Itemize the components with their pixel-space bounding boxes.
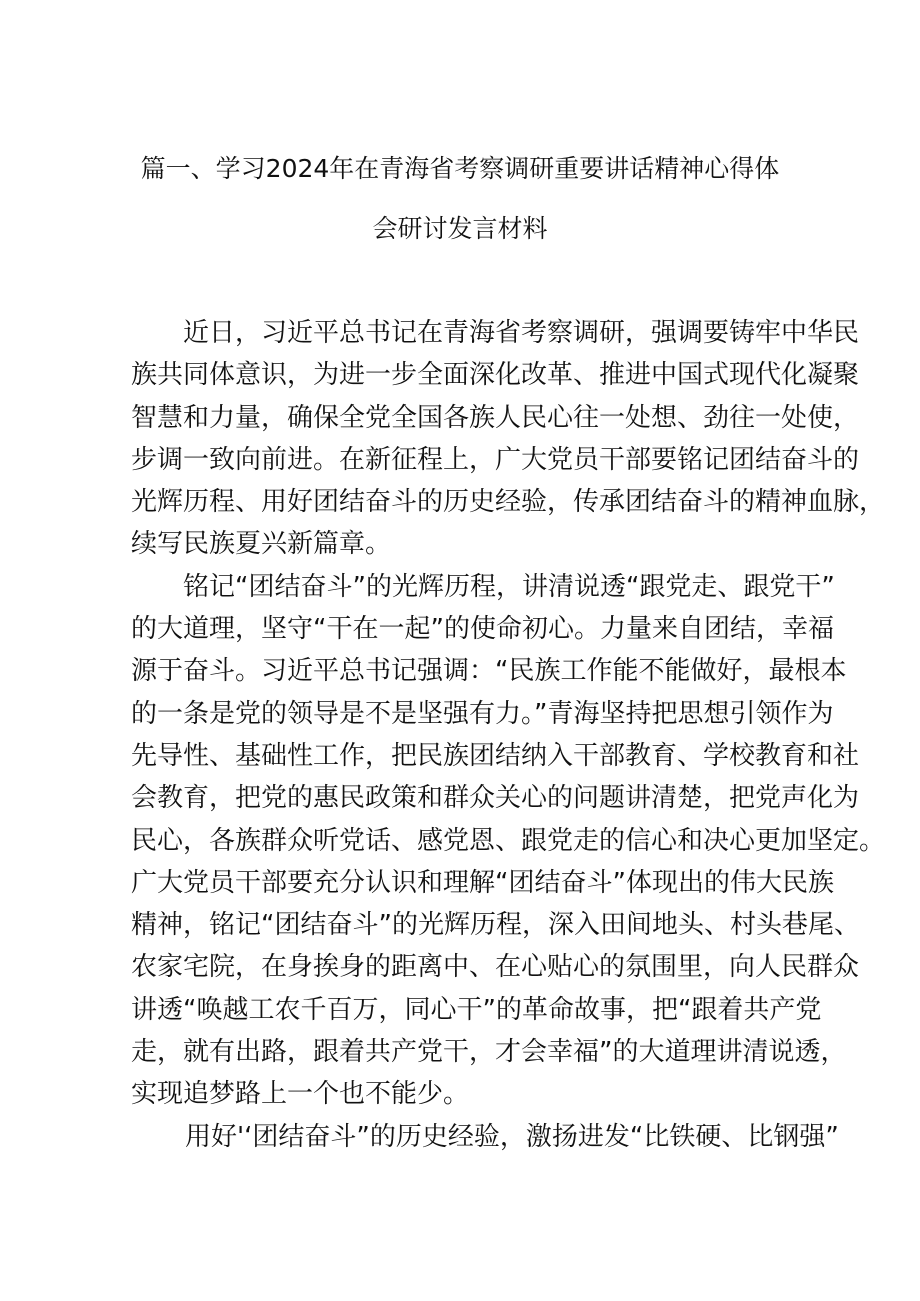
paragraph-2-line: 实现追梦路上一个也不能少。	[131, 1079, 470, 1110]
paragraph-2-line: 的大道理，坚守“干在一起”的使命初心。力量来自团结，幸福	[131, 614, 834, 645]
paragraph-2-line: 农家宅院，在身挨身的距离中、在心贴心的氛围里，向人民群众	[131, 952, 860, 983]
paragraph-1-line: 续写民族夏兴新篇章。	[131, 529, 392, 560]
paragraph-2-line: 会教育，把党的惠民政策和群众关心的问题讲清楚，把党声化为	[131, 783, 860, 814]
paragraph-2-line: 先导性、基础性工作，把民族团结纳入干部教育、学校教育和社	[131, 740, 860, 771]
paragraph-2-line: 民心，各族群众听党话、感党恩、跟党走的信心和决心更加坚定。	[131, 825, 886, 856]
paragraph-2-line: 精神，铭记“团结奋斗”的光辉历程，深入田间地头、村头巷尾、	[131, 910, 860, 941]
document-title-line-2: 会研讨发言材料	[372, 214, 548, 243]
paragraph-3-line: 用好'‘团结奋斗”的历史经验，激扬进发“比铁硬、比钢强”	[185, 1121, 839, 1152]
paragraph-1-line: 光辉历程、用好团结奋斗的历史经验，传承团结奋斗的精神血脉，	[131, 487, 886, 518]
paragraph-1-line: 步调一致向前进。在新征程上，广大党员干部要铭记团结奋斗的	[131, 444, 860, 475]
paragraph-1-line: 近日，习近平总书记在青海省考察调研，强调要铸牢中华民	[183, 318, 860, 348]
paragraph-2-line: 源于奋斗。习近平总书记强调：“民族工作能不能做好，最根本	[131, 656, 847, 687]
paragraph-2-line: 讲透“唤越工农千百万，同心干”的革命故事，把“跟着共产党	[131, 994, 822, 1025]
paragraph-2-line: 走，就有出路，跟着共产党干，才会幸福”的大道理讲清说透，	[131, 1037, 847, 1068]
paragraph-2-line: 的一条是党的领导是不是坚强有力。”青海坚持把思想引领作为	[131, 698, 834, 729]
paragraph-2-line: 广大党员干部要充分认识和理解“团结奋斗”体现出的伟大民族	[131, 867, 834, 898]
document-body	[131, 312, 886, 1158]
paragraph-2-line: 铭记“团结奋斗”的光辉历程，讲清说透“跟党走、跟党干”	[183, 571, 835, 602]
document-title-line-1: 篇一、学习2024年在青海省考察调研重要讲话精神心得体	[140, 154, 780, 183]
paragraph-1-line: 智慧和力量，确保全党全国各族人民心往一处想、劲往一处使，	[131, 402, 860, 433]
paragraph-1-line: 族共同体意识，为进一步全面深化改革、推进中国式现代化凝聚	[131, 360, 860, 391]
